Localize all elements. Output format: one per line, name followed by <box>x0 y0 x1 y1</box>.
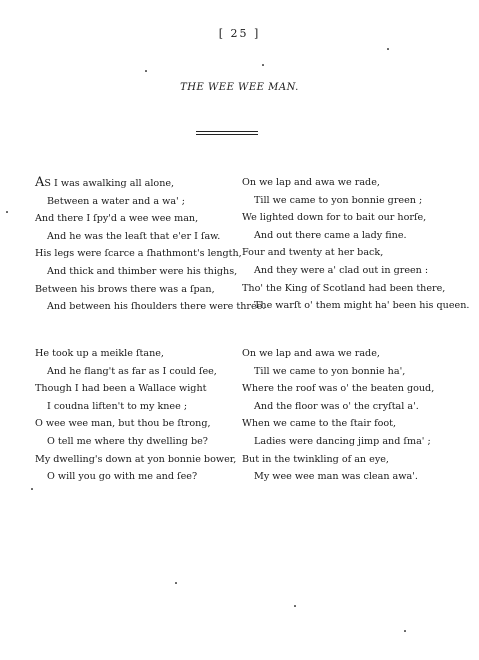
verse-line: And he flang't as far as I could ſee, <box>47 365 217 377</box>
paper-speck <box>175 582 177 584</box>
verse-line: We lighted down for to bait our horſe, <box>242 212 427 224</box>
paper-speck <box>6 211 8 213</box>
page-number: [ 25 ] <box>218 27 261 40</box>
verse-line: Between his brows there was a ſpan, <box>35 283 215 295</box>
title-rule-bottom <box>196 134 258 135</box>
verse-line: Tho' the King of Scotland had been there, <box>242 282 446 294</box>
stanza-2 <box>242 174 470 315</box>
paper-speck <box>145 70 147 72</box>
verse-line: And they were a' clad out in green : <box>254 264 429 276</box>
verse-line: And he was the leaſt that e'er I ſaw. <box>47 230 221 242</box>
verse-line: And out there came a lady fine. <box>254 229 407 241</box>
verse-line: O tell me where thy dwelling be? <box>47 435 208 447</box>
verse-line: Though I had been a Wallace wight <box>35 383 207 395</box>
verse-line: Four and twenty at her back, <box>242 247 384 259</box>
paper-speck <box>262 64 264 66</box>
title-rule-top <box>196 131 258 132</box>
verse-line: I coudna liften't to my knee ; <box>47 400 188 412</box>
verse-line: Between a water and a wa' ; <box>47 195 185 207</box>
paper-speck <box>404 630 406 632</box>
stanza-4 <box>242 345 457 486</box>
verse-line: On we lap and awa we rade, <box>242 348 380 359</box>
verse-line: When we came to the ſtair foot, <box>242 418 397 430</box>
verse-line: He took up a meikle ſtane, <box>35 348 164 359</box>
verse-line: But in the twinkling of an eye, <box>242 453 389 465</box>
verse-line: Where the roof was o' the beaten goud, <box>242 383 435 395</box>
verse-line: On we lap and awa we rade, <box>242 177 380 188</box>
stanza-1 <box>35 174 266 316</box>
verse-line: My dwelling's down at yon bonnie bower, <box>35 453 237 465</box>
verse-line: And the floor was o' the cryſtal a'. <box>254 400 419 412</box>
verse-line: O wee wee man, but thou be ſtrong, <box>35 418 211 430</box>
verse-line: And there I ſpy'd a wee wee man, <box>35 213 199 225</box>
verse-line: And thick and thimber were his thighs, <box>47 265 238 277</box>
verse-line: O will you go with me and ſee? <box>47 471 198 483</box>
verse-line: His legs were ſcarce a ſhathmont's length, <box>35 248 242 260</box>
verse-line: The warſt o' them might ha' been his queen. <box>254 300 470 312</box>
stanza-3 <box>35 345 250 486</box>
verse-line: And between his ſhoulders there were three. <box>47 301 266 313</box>
verse-line: Till we came to yon bonnie green ; <box>254 194 423 206</box>
verse-line: Ladies were dancing jimp and ſma' ; <box>254 435 431 447</box>
paper-speck <box>387 48 389 50</box>
drop-cap: A <box>35 175 45 190</box>
verse-line: AS I was awalking all alone, <box>35 175 175 190</box>
paper-speck <box>294 605 296 607</box>
verse-line: My wee wee man was clean awa'. <box>254 471 418 483</box>
verse-line: Till we came to yon bonnie ha', <box>254 365 406 377</box>
poem-title: THE WEE WEE MAN. <box>180 82 299 93</box>
paper-speck <box>31 488 33 490</box>
